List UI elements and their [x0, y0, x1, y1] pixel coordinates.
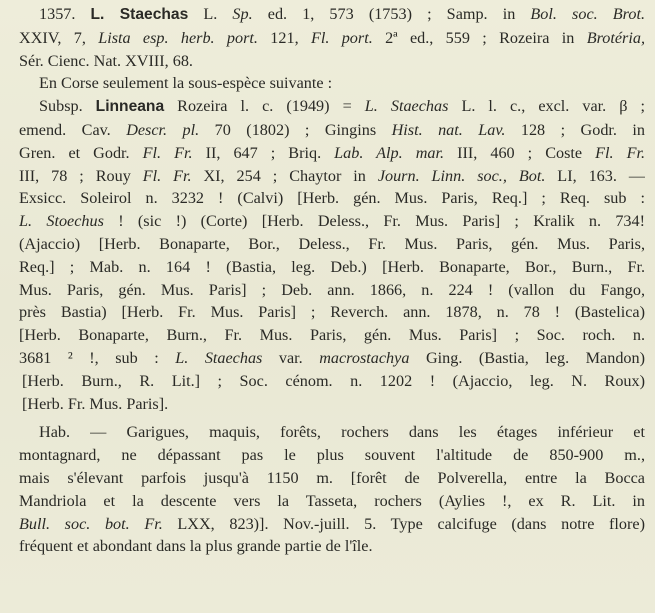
intro-paragraph [19, 72, 645, 95]
species-entry [19, 3, 645, 72]
citation-title: Descr. pl. [126, 120, 200, 139]
citation-title: Journ. Linn. soc., Bot. [377, 166, 546, 185]
habitat-paragraph [19, 421, 645, 558]
text-run: XI, 254 ; Chaytor in [191, 166, 378, 185]
text-line [19, 467, 645, 490]
text-line [19, 256, 645, 279]
citation-title: Lab. Alp. mar. [334, 143, 445, 162]
text-line [19, 347, 645, 370]
text-line [19, 324, 645, 347]
citation-title: Fl. Fr. [595, 143, 645, 162]
text-run: montagnard, ne dépassant pas le plus souvent l'altitude de 850-900 m., [19, 446, 645, 465]
text-run: L. [188, 5, 233, 23]
text-run: 121, [257, 28, 311, 47]
citation-title: Fl. Fr. [142, 166, 192, 185]
text-run: [Herb. Bonaparte, Burn., Fr. Mus. Paris, gén. Mus. Paris] ; Soc. roch. n. [19, 326, 645, 345]
citation-title: Hist. nat. Lav. [391, 120, 506, 139]
intro-text: En Corse seulement la sous-espèce suivante : [39, 74, 333, 93]
text-run: 128 ; Godr. in [505, 120, 645, 139]
text-line [19, 301, 645, 324]
text-run: Gren. et Godr. [19, 143, 143, 162]
text-run: Ging. (Bastia, leg. Mandon) [409, 348, 645, 367]
citation-title: Bol. soc. Brot. [530, 5, 645, 23]
text-line [19, 27, 645, 50]
text-run: Hab. — Garigues, maquis, forêts, rochers dans les étages inférieur et [39, 423, 645, 442]
text-line [19, 421, 645, 444]
text-run: Mus. Paris, gén. Mus. Paris] ; Deb. ann. 1866, n. 224 ! (vallon du Fango, [19, 280, 645, 299]
text-run: Req.] ; Mab. n. 164 ! (Bastia, leg. Deb.) [Herb. Bonaparte, Bor., Burn., Fr. [19, 257, 645, 276]
text-run: L. l. c., excl. var. β ; [448, 97, 645, 116]
text-run: mais s'élevant parfois jusqu'à 1150 m. [forêt de Polverella, entre la Bocca [19, 468, 645, 487]
text-line [19, 165, 645, 188]
citation-title: Fl. port. [310, 28, 373, 47]
text-run: var. [262, 348, 320, 367]
citation-title: Fl. Fr. [142, 143, 193, 162]
text-run: 3681 ² !, sub : [19, 348, 176, 367]
text-run: près Bastia) [Herb. Fr. Mus. Paris] ; Reverch. ann. 1878, n. 78 ! (Bastelica) [19, 303, 645, 322]
text-line [19, 535, 645, 558]
text-run: (Ajaccio) [Herb. Bonaparte, Bor., Deless., Fr. Mus. Paris, gén. Mus. Paris, [19, 234, 645, 253]
text-run: Exsicc. Soleirol n. 3232 ! (Calvi) [Herb. gén. Mus. Paris, Req.] ; Req. sub : [19, 189, 645, 208]
text-line [19, 393, 645, 416]
text-line [19, 95, 645, 119]
text-line [19, 210, 645, 233]
taxon-name: L. Staechas [90, 6, 189, 23]
text-run: 70 (1802) ; Gingins [199, 120, 392, 139]
text-line [19, 187, 645, 210]
text-line [19, 119, 645, 142]
text-line [19, 513, 645, 536]
citation-title: L. Staechas [364, 97, 449, 116]
citation-title: L. Staechas [175, 348, 263, 367]
text-run: Sér. Cienc. Nat. XVIII, 68. [19, 51, 193, 70]
text-run: Subsp. [39, 97, 96, 116]
text-run: ! (sic !) (Corte) [Herb. Deless., Fr. Mus. Paris] ; Kralik n. 734! [103, 212, 645, 231]
text-line [19, 3, 645, 27]
text-run: Mandriola et la descente vers la Tasseta, rochers (Aylies !, ex R. Lit. in [19, 491, 645, 510]
text-run: II, 647 ; Briq. [192, 143, 335, 162]
citation-title: Sp. [232, 5, 253, 23]
text-run: Rozeira l. c. (1949) = [164, 97, 365, 116]
text-line [19, 490, 645, 513]
citation-title: Bull. soc. bot. Fr. [19, 514, 163, 533]
text-run: 2ª ed., 559 ; Rozeira in [372, 28, 587, 47]
text-run: emend. Cav. [19, 120, 127, 139]
text-run: 1357. [39, 5, 91, 23]
text-run: fréquent et abondant dans la plus grande partie de l'île. [19, 537, 373, 556]
citation-title: Brotéria, [586, 28, 645, 47]
text-run: ed. 1, 573 (1753) ; Samp. in [252, 5, 531, 23]
text-line [19, 279, 645, 302]
text-line [19, 142, 645, 165]
text-run: III, 460 ; Coste [444, 143, 596, 162]
citation-title: macrostachya [319, 348, 410, 367]
subspecies-paragraph [19, 95, 645, 415]
text-line [19, 233, 645, 256]
text-run: III, 78 ; Rouy [19, 166, 143, 185]
text-line [19, 370, 645, 393]
text-run: [Herb. Fr. Mus. Paris]. [22, 394, 169, 413]
text-run: XXIV, 7, [19, 28, 99, 47]
citation-title: L. Stoechus [19, 212, 104, 231]
text-line [19, 444, 645, 467]
text-run: LXX, 823)]. Nov.-juill. 5. Type calcifuge (dans notre flore) [162, 514, 645, 533]
text-line [19, 50, 645, 73]
taxon-name: Linneana [95, 98, 165, 116]
text-run: [Herb. Burn., R. Lit.] ; Soc. cénom. n. 1202 ! (Ajaccio, leg. N. Roux) [22, 371, 645, 390]
citation-title: Lista esp. herb. port. [98, 28, 258, 47]
text-run: LI, 163. — [545, 166, 645, 185]
